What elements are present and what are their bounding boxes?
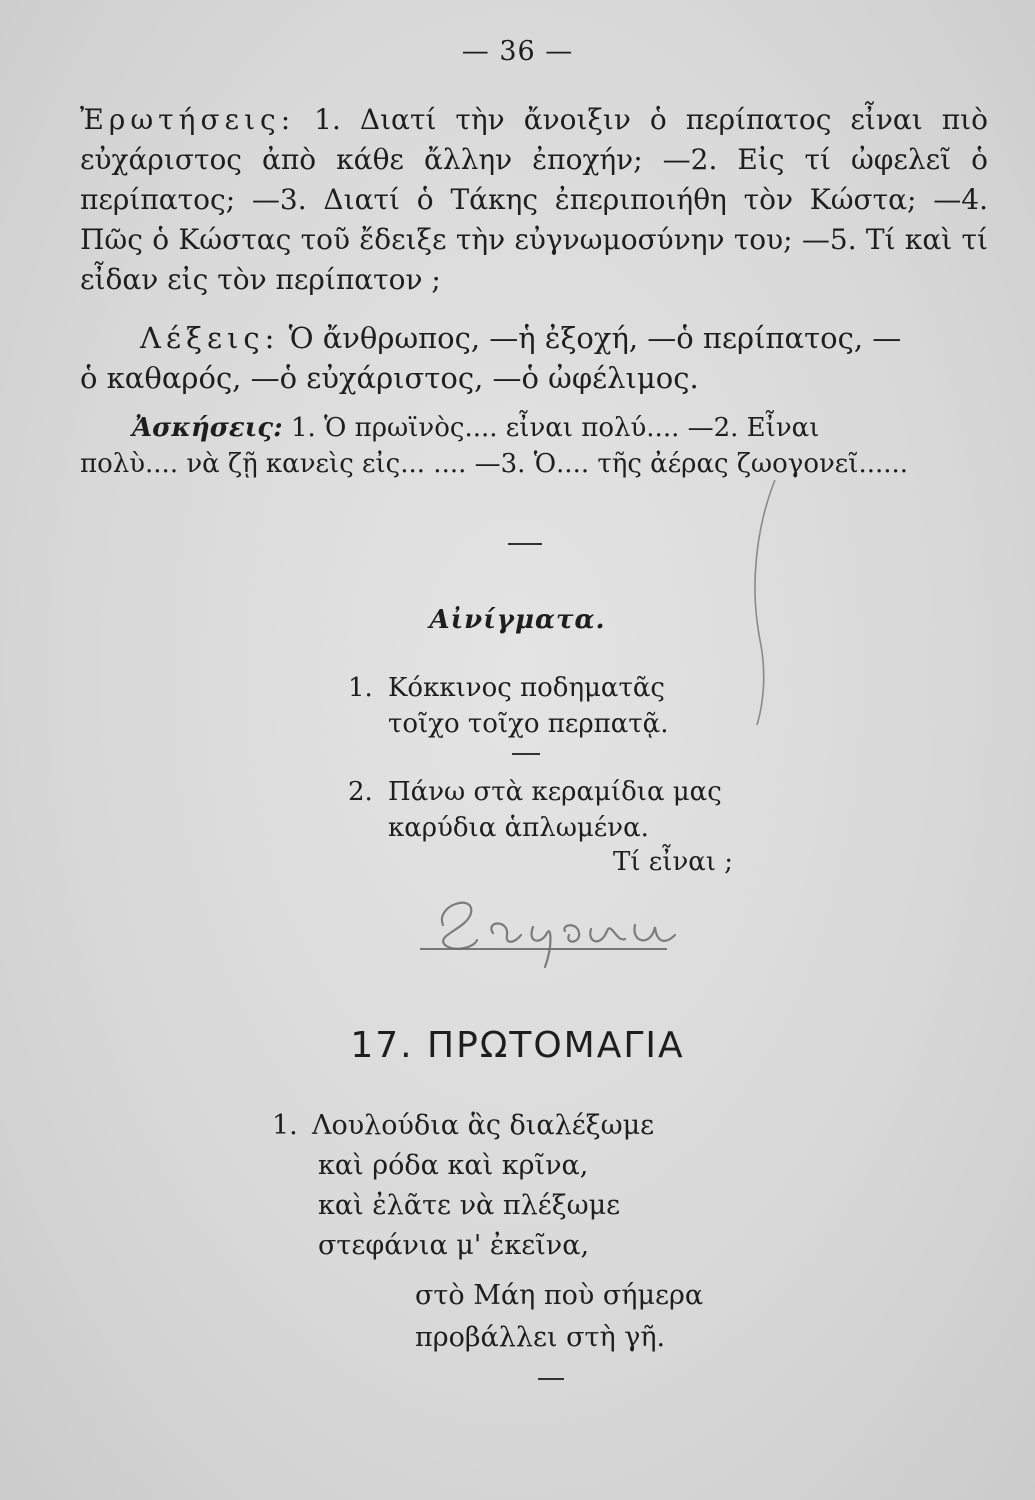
poem-line-2: καὶ ρόδα καὶ κρῖνα, [318,1150,589,1181]
questions-label: Ἐρωτήσεις: [80,103,296,136]
words-label: Λέξεις: [140,321,280,355]
riddle-2-number: 2. [348,777,373,807]
stanza-number: 1. [272,1110,298,1141]
end-divider [538,1378,564,1380]
page-number: — 36 — [461,36,574,67]
exercises-label: Ἀσκήσεις: [132,413,283,443]
riddle-1-number: 1. [348,673,373,703]
riddle-divider [512,753,540,755]
questions-paragraph [80,100,988,300]
questions-text: 1. Διατί τὴν ἄνοιξιν ὁ περίπατος εἶναι πιὸ εὐχάριστος ἀπὸ κάθε ἄλλην ἐποχήν; —2. Εἰς τί ὠφελεῖ ὁ περίπατος; —3. Διατί ὁ Τάκης ἐπεριποιήθη τὸν Κώστα; —4. Πῶς ὁ Κώστας τοῦ ἔδειξε τὴν εὐγνωμοσύνην του; —5. Τί καὶ τί εἶδαν εἰς τὸν περίπατον ; [80,103,989,296]
poem-line-4: στεφάνια μ' ἐκεῖνα, [318,1230,590,1261]
riddle-1-line-2: τοῖχο τοῖχο περπατᾷ. [388,709,669,739]
exercises-line-2: πολὺ.... νὰ ζῇ κανεὶς εἰς... .... —3. Ὁ.... τῆς ἀέρας ζωογονεῖ...... [80,449,909,479]
words-text-1: Ὁ ἄνθρωπος, —ἡ ἐξοχή, —ὁ περίπατος, — [288,321,902,355]
words-line-1 [140,318,901,358]
poem-line-5: στὸ Μάη ποὺ σήμερα [415,1280,704,1311]
handwritten-signature-icon [405,885,695,975]
words-line-2: ὁ καθαρός, —ὁ εὐχάριστος, —ὁ ὠφέλιμος. [80,361,699,395]
riddle-2-line-1: Πάνω στὰ κεραμίδια μας [388,777,722,807]
riddles-title: Αἰνίγματα. [429,605,606,635]
poem-line-1: Λουλούδια ἃς διαλέξωμε [312,1110,655,1141]
riddle-question: Τί εἶναι ; [613,847,734,877]
exercises-line-1 [132,410,819,446]
pencil-mark-icon [735,470,795,730]
riddle-2-line-2: καρύδια ἁπλωμένα. [388,813,649,843]
exercises-text-1: 1. Ὁ πρωϊνὸς.... εἶναι πολύ.... —2. Εἶναι [290,413,820,443]
riddle-1-line-1: Κόκκινος ποδηματᾶς [388,673,665,703]
chapter-title: 17. ΠΡΩΤΟΜΑΓΙΑ [350,1025,685,1066]
section-divider [508,543,542,545]
poem-line-6: προβάλλει στὴ γῆ. [415,1322,666,1353]
poem-line-3: καὶ ἐλᾶτε νὰ πλέξωμε [318,1190,621,1221]
